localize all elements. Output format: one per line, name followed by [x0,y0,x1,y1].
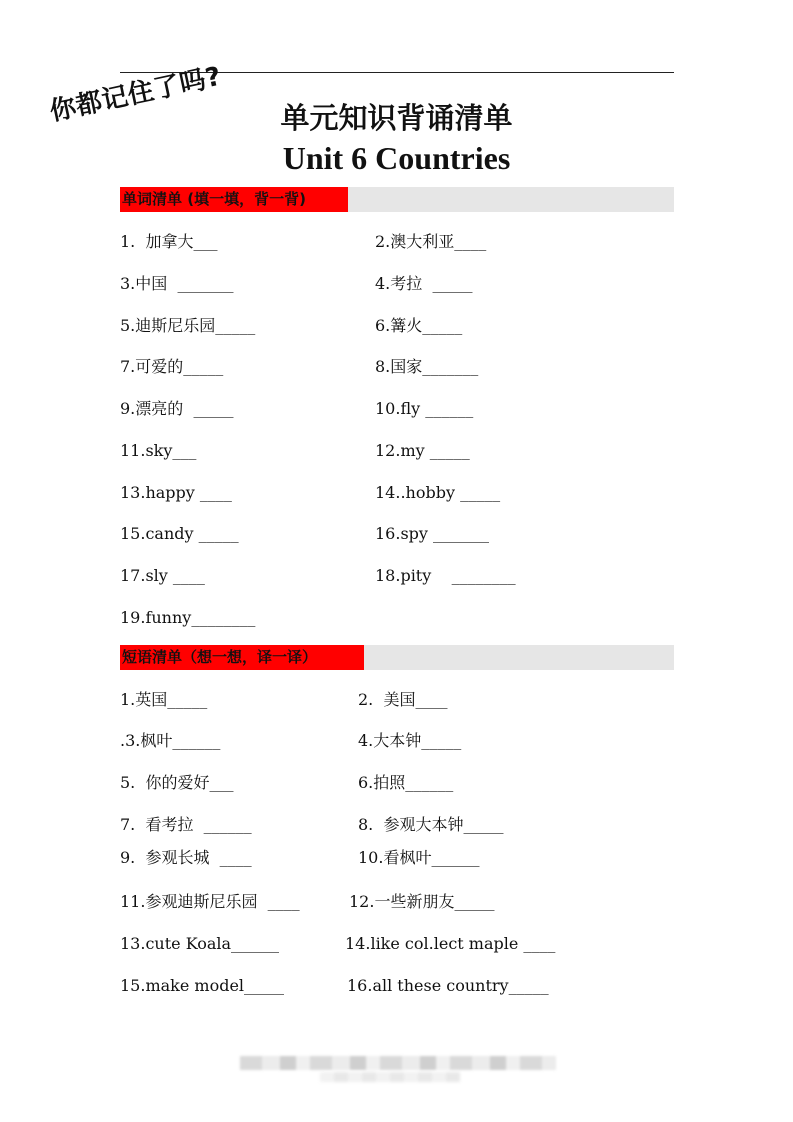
phrase-item: 13.cute Koala______ [120,934,280,953]
page-title-cn-text: 单元知识背诵清单 [280,101,513,135]
phrase-item: .3.枫叶______ [120,731,221,750]
word-item: 5.迪斯尼乐园_____ [120,316,256,335]
phrases-section-label: 短语清单（想一想，译一译） [120,645,364,670]
page-title-cn [0,96,793,137]
phrase-item: 8. 参观大本钟_____ [358,815,504,834]
word-item: 9.漂亮的 _____ [120,399,234,418]
phrase-item: 6.拍照______ [358,773,454,792]
reminder-stamp: 你都记住了吗? [47,61,225,128]
word-item: 6.篝火_____ [375,316,463,335]
word-item: 2.澳大利亚____ [375,232,487,251]
word-item: 8.国家_______ [375,357,479,376]
words-section-label: 单词清单 (填一填，背一背) [120,187,348,212]
word-item: 14..hobby _____ [375,483,501,502]
word-item: 18.pity ________ [375,566,516,585]
phrase-item: 15.make model_____ [120,976,285,995]
blurred-footer-line [320,1072,460,1082]
word-item: 1. 加拿大___ [120,232,218,251]
word-item: 19.funny________ [120,608,256,627]
phrase-item: 14.like col.lect maple ____ [345,934,556,953]
word-item: 11.sky___ [120,441,197,460]
phrase-item: 10.看枫叶______ [358,848,480,867]
word-item: 7.可爱的_____ [120,357,224,376]
phrase-item: 5. 你的爱好___ [120,773,234,792]
phrase-item: 2. 美国____ [358,690,448,709]
phrase-item: 12.一些新朋友_____ [349,892,495,911]
word-item: 13.happy ____ [120,483,232,502]
phrases-section-band [120,645,674,670]
phrase-item: 11.参观迪斯尼乐园 ____ [120,892,300,911]
phrase-item: 7. 看考拉 ______ [120,815,252,834]
page-title-en: Unit 6 Countries [282,140,511,176]
word-item: 3.中国 _______ [120,274,234,293]
word-item: 12.my _____ [375,441,470,460]
word-item: 10.fly ______ [375,399,474,418]
phrase-item: 16.all these country_____ [347,976,549,995]
phrase-item: 4.大本钟_____ [358,731,462,750]
blurred-footer [240,1056,556,1070]
word-item: 4.考拉 _____ [375,274,473,293]
phrase-item: 1.英国_____ [120,690,208,709]
word-item: 17.sly ____ [120,566,205,585]
words-section-band [120,187,674,212]
word-item: 16.spy _______ [375,524,490,543]
word-item: 15.candy _____ [120,524,239,543]
phrase-item: 9. 参观长城 ____ [120,848,252,867]
